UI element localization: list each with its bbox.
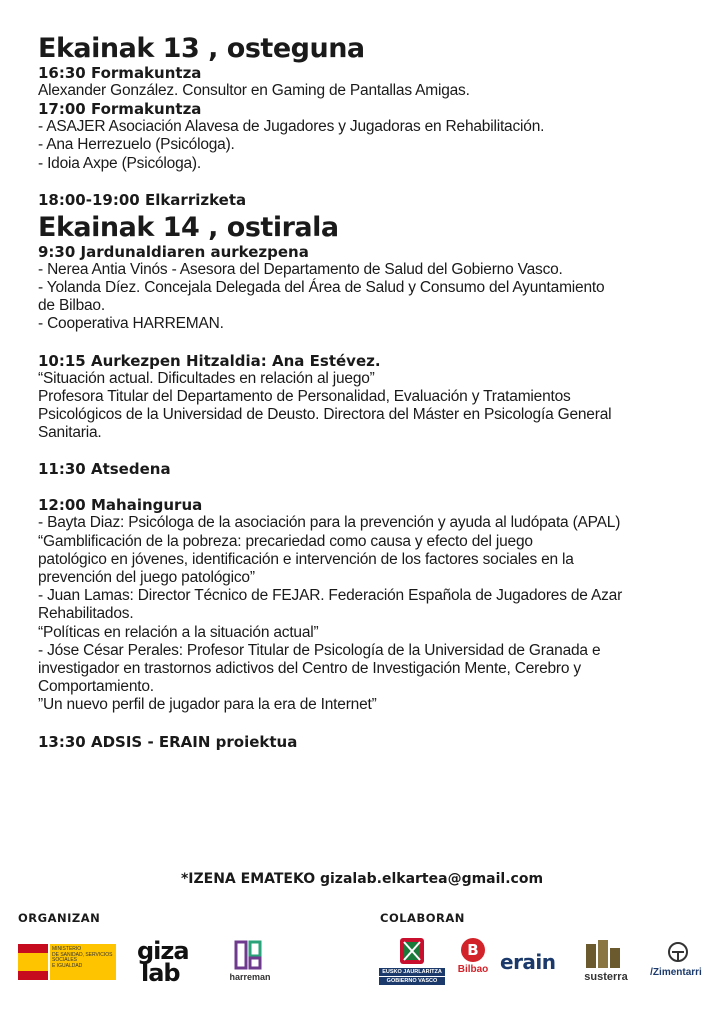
- day2-slot1-line: de Bilbao.: [38, 297, 105, 315]
- day2-slot2-line: Sanitaria.: [38, 424, 102, 442]
- ministerio-logo: [18, 942, 116, 982]
- day2-slot4-title: 12:00 Mahaingurua: [38, 496, 203, 515]
- day1-slot1-line: Alexander González. Consultor en Gaming de Pantallas Amigas.: [38, 82, 470, 99]
- bilbao-logo: [455, 938, 491, 984]
- bilbao-text: Bilbao: [457, 964, 489, 975]
- day2-slot4-line: - Jóse César Perales: Profesor Titular de Psicología de la Universidad de Granada e: [38, 641, 601, 659]
- gizalab-top: giza: [137, 937, 189, 965]
- erain-logo: erain: [500, 950, 556, 974]
- day2-slot4-line: - Juan Lamas: Director Técnico de FEJAR. Federación Española de Jugadores de Azar: [38, 587, 623, 605]
- day2-slot4-line: “Gamblificación de la pobreza: precariedad como causa y efecto del juego: [38, 532, 533, 550]
- day1-slot2-line: - ASAJER Asociación Alavesa de Jugadores y Jugadoras en Rehabilitación.: [38, 118, 545, 136]
- day2-slot4-line: prevención del juego patológico”: [38, 569, 255, 587]
- day1-slot3-title: 18:00-19:00 Elkarrizketa: [38, 190, 247, 209]
- day2-slot2-line: Profesora Titular del Departamento de Personalidad, Evaluación y Tratamientos: [38, 387, 571, 405]
- harreman-mark-icon: [234, 940, 264, 970]
- day2-slot4-line: - Bayta Diaz: Psicóloga de la asociación para la prevención y ayuda al ludópata (APAL): [38, 514, 621, 532]
- ministerio-text: DE SANIDAD, SERVICIOS SOCIALES: [52, 951, 113, 963]
- registration-email[interactable]: *IZENA EMATEKO gizalab.elkartea@gmail.com: [180, 871, 544, 887]
- day1-slot1-title: 16:30 Formakuntza: [38, 64, 202, 82]
- day2-slot1-line: - Cooperativa HARREMAN.: [38, 315, 224, 333]
- day2-slot4-line: investigador en trastornos adictivos del Centro de Investigación Mente, Cerebro y: [38, 660, 581, 678]
- eusko-bottom-text: GOBIERNO VASCO: [379, 977, 445, 985]
- day2-slot2-line: “Situación actual. Dificultades en relación al juego”: [38, 369, 375, 387]
- zimentarri-mark-icon: [666, 940, 690, 964]
- ministerio-text: MINISTERIO: [52, 946, 82, 952]
- ministerio-text: E IGUALDAD: [52, 962, 83, 969]
- spain-flag-icon: [18, 944, 48, 980]
- day2-slot2-line: Psicológicos de la Universidad de Deusto. Directora del Máster en Psicología General: [38, 406, 612, 424]
- day2-slot1-title: 9:30 Jardunaldiaren aurkezpena: [38, 242, 309, 261]
- day2-title: Ekainak 14 , ostirala: [38, 211, 339, 243]
- day2-slot4-line: Rehabilitados.: [38, 605, 134, 623]
- eusko-top-text: EUSKO JAURLARITZA: [379, 968, 445, 976]
- bilbao-b-icon: B: [461, 938, 485, 962]
- day2-slot4-line: patológico en jóvenes, identificación e intervención de los factores sociales en la: [38, 550, 574, 568]
- day1-title: Ekainak 13 , osteguna: [38, 33, 365, 64]
- eusko-jaurlaritza-logo: [379, 936, 445, 986]
- harreman-logo: [226, 940, 274, 986]
- susterra-text: susterra: [584, 971, 628, 983]
- zimentarri-logo: [644, 940, 708, 986]
- gizalab-logo: [137, 937, 207, 987]
- colaboran-label: COLABORAN: [380, 911, 465, 925]
- eusko-shield-icon: [397, 936, 427, 966]
- zimentarri-text: /Zimentarri: [650, 967, 702, 978]
- day2-slot1-line: - Yolanda Díez. Concejala Delegada del Área de Salud y Consumo del Ayuntamiento: [38, 279, 605, 297]
- day2-slot4-line: Comportamiento.: [38, 678, 154, 696]
- ministerio-yellow-panel: [50, 944, 116, 980]
- organizan-label: ORGANIZAN: [18, 911, 101, 925]
- day2-slot5-title: 13:30 ADSIS - ERAIN proiektua: [38, 732, 298, 751]
- harreman-text: harreman: [229, 972, 271, 982]
- day1-slot2-line: - Ana Herrezuelo (Psicóloga).: [38, 136, 235, 154]
- day2-slot4-line: “Políticas en relación a la situación actual”: [38, 623, 319, 641]
- susterra-logo: [580, 940, 632, 986]
- day1-slot2-title: 17:00 Formakuntza: [38, 100, 202, 119]
- program: [38, 34, 693, 751]
- day1-slot2-line: - Idoia Axpe (Psicóloga).: [38, 154, 202, 172]
- day2-slot3-title: 11:30 Atsedena: [38, 460, 171, 479]
- day2-slot4-line: ”Un nuevo perfil de jugador para la era de Internet”: [38, 696, 377, 714]
- day2-slot1-line: - Nerea Antia Vinós - Asesora del Departamento de Salud del Gobierno Vasco.: [38, 260, 563, 278]
- susterra-mark-icon: [584, 940, 624, 970]
- gizalab-bottom: lab: [141, 959, 180, 987]
- day2-slot2-title: 10:15 Aurkezpen Hitzaldia: Ana Estévez.: [38, 351, 381, 370]
